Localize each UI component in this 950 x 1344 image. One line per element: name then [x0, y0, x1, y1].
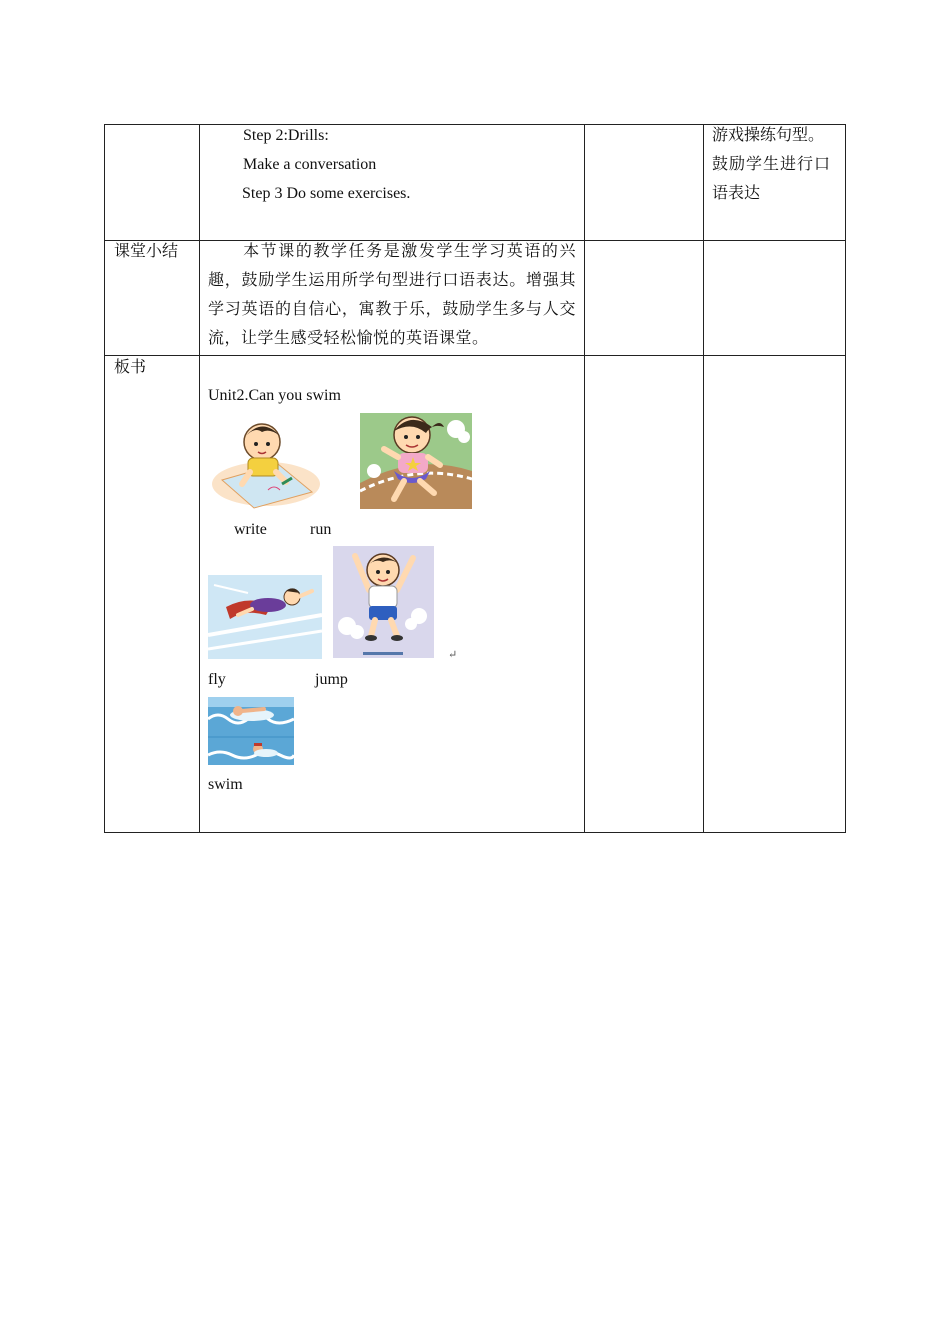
- summary-text: 本节课的教学任务是激发学生学习英语的兴趣，鼓励学生运用所学句型进行口语表达。增强其学习英语的自信心，寓教于乐，鼓励学生多与人交流，让学生感受轻松愉悦的英语课堂。: [208, 243, 576, 347]
- summary-paragraph: [208, 237, 576, 353]
- board-title: Unit2.Can you swim: [208, 387, 341, 404]
- note-line-2: 鼓励学生进行口: [712, 156, 832, 173]
- write-picture: [208, 414, 322, 510]
- board-label: 板书: [114, 359, 147, 376]
- swim-picture: [208, 697, 294, 765]
- table-column-divider: [703, 124, 704, 833]
- table-border-left: [104, 124, 105, 833]
- table-column-divider: [584, 124, 585, 833]
- fly-picture: [208, 575, 322, 659]
- step2-text: Step 2:Drills:: [243, 127, 329, 144]
- table-border-bottom: [104, 832, 846, 833]
- run-picture: [360, 413, 472, 509]
- conversation-text: Make a conversation: [243, 156, 377, 173]
- summary-label: 课堂小结: [114, 243, 179, 260]
- word-swim: swim: [208, 776, 243, 793]
- step3-text: Step 3 Do some exercises.: [242, 185, 411, 202]
- note-line-3: 语表达: [712, 185, 761, 202]
- table-border-right: [845, 124, 846, 833]
- word-jump: jump: [315, 671, 348, 688]
- table-row-divider: [104, 355, 846, 356]
- table-column-divider: [199, 124, 200, 833]
- word-fly: fly: [208, 671, 226, 688]
- note-line-1: 游戏操练句型。: [712, 127, 825, 144]
- return-mark: ↵: [448, 649, 458, 661]
- jump-picture: [333, 546, 434, 658]
- word-run: run: [310, 521, 332, 538]
- word-write: write: [234, 521, 267, 538]
